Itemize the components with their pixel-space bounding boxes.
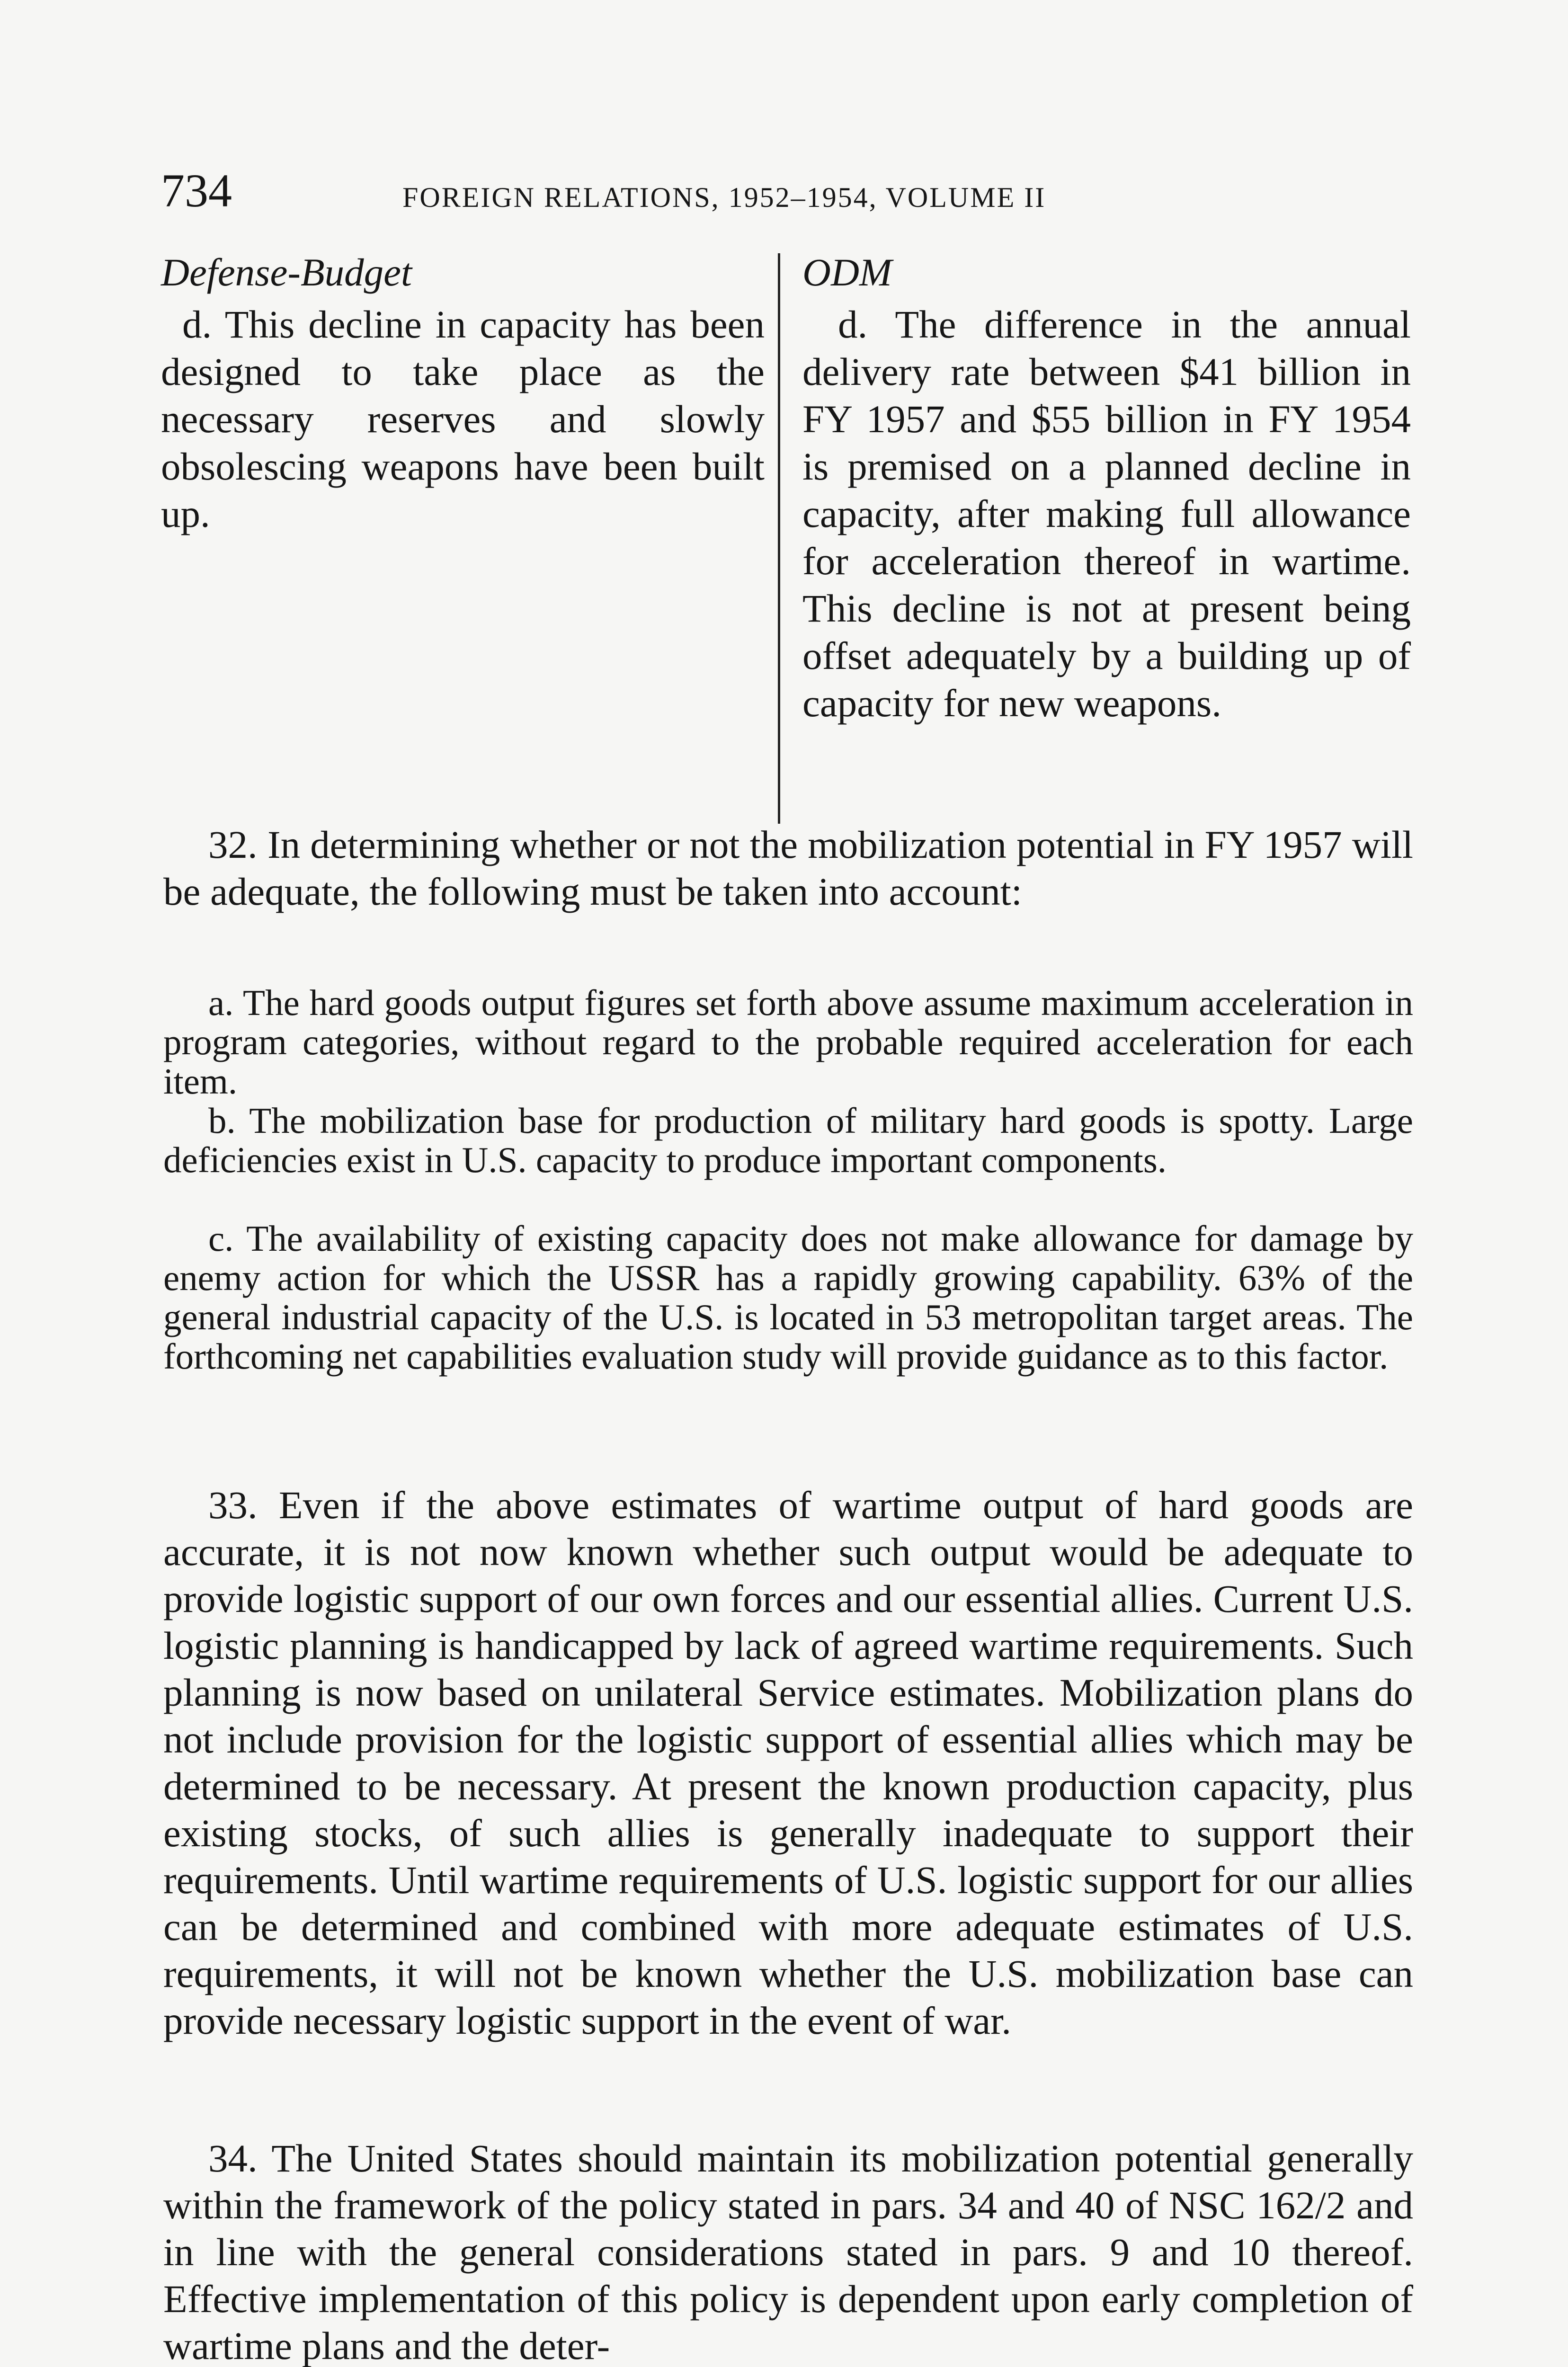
running-head: FOREIGN RELATIONS, 1952–1954, VOLUME II [402,182,1046,213]
paragraph-32c: c. The availability of existing capacity does not make allowance for damage by enemy action for which the USSR has a rapidly growing capability. 63% of the general industrial capacity of the U.S. is located in 53 metropolitan target areas. The forthcoming net capabilities evaluation study will provide guidance as to this factor. [163,1218,1413,1377]
right-column-heading: ODM [802,250,892,294]
paragraph-32b: b. The mobilization base for production of military hard goods is spotty. Large deficiencies exist in U.S. capacity to produce important components. [163,1100,1413,1180]
paragraph-32a: a. The hard goods output figures set forth above assume maximum acceleration in program categories, without regard to the probable required acceleration for each item. [163,982,1413,1102]
right-column-text: d. The difference in the annual delivery rate between $41 billion in FY 1957 and $55 billion in FY 1954 is premised on a planned decline in capacity, after making full allowance for acceleration thereof in wartime. This decline is not at present being offset adequately by a building up of capacity for new weapons. [802,303,1411,725]
page-header [161,163,1411,220]
column-divider [778,253,780,824]
page-number: 734 [161,164,232,217]
left-column-heading: Defense-Budget [161,250,412,294]
paragraph-33: 33. Even if the above estimates of wartime output of hard goods are accurate, it is not now known whether such output would be adequate to provide logistic support of our own forces and our essential allies. Current U.S. logistic planning is handicapped by lack of agreed wartime requirements. Such planning is now based on unilateral Service estimates. Mobilization plans do not include provision for the logistic support of essential allies which may be determined to be necessary. At present the known production capacity, plus existing stocks, of such allies is generally inadequate to support their requirements. Until wartime requirements of U.S. logistic support for our allies can be determined and combined with more adequate estimates of U.S. requirements, it will not be known whether the U.S. mobilization base can provide necessary logistic support in the event of war. [163,1483,1413,2042]
paragraph-34: 34. The United States should maintain its mobilization potential generally within the framework of the policy stated in pars. 34 and 40 of NSC 162/2 and in line with the general considerations stated in pars. 9 and 10 thereof. Effective implementation of this policy is dependent upon early completion of wartime plans and the deter- [163,2136,1413,2367]
left-column-text: d. This decline in capacity has been designed to take place as the necessary reserves and slowly obsolescing weapons have been built up. [161,303,765,535]
paragraph-32: 32. In determining whether or not the mobilization potential in FY 1957 will be adequate, the following must be taken into account: [163,823,1413,913]
